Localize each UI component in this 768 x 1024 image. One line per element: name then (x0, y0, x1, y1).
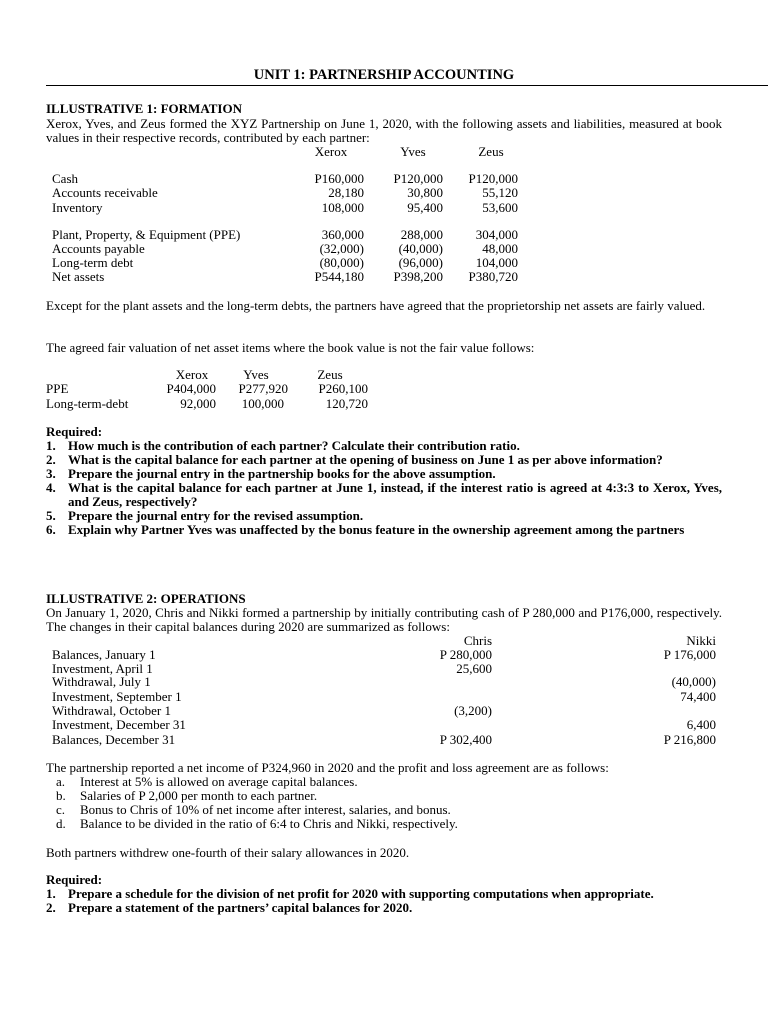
table-cell: 104,000 (475, 255, 518, 270)
table-cell: 288,000 (400, 227, 443, 242)
ill1-paragraph-2: Except for the plant assets and the long-term debts, the partners have agreed that the proprietorship net assets are fairly valued. (46, 298, 706, 313)
list-item-number: 2. (46, 452, 56, 467)
table-cell: P260,100 (318, 381, 368, 396)
list-item-number: 5. (46, 508, 56, 523)
list-item-number: 1. (46, 886, 56, 901)
table-row-label: PPE (46, 381, 69, 396)
list-item-text: How much is the contribution of each partner? Calculate their contribution ratio. (68, 438, 520, 453)
t2-header-zeus: Zeus (317, 367, 343, 382)
table-cell: 28,180 (328, 185, 364, 200)
table-cell: 304,000 (475, 227, 518, 242)
list-item-number: 2. (46, 900, 56, 915)
list-item-text: Interest at 5% is allowed on average capital balances. (80, 774, 358, 789)
table-row-label: Net assets (52, 269, 105, 284)
table-cell: P 280,000 (439, 647, 492, 662)
table-cell: 360,000 (321, 227, 364, 242)
table-row-label: Investment, April 1 (52, 661, 153, 676)
list-item-text: Prepare the journal entry in the partnership books for the above assumption. (68, 466, 496, 481)
table-row-label: Withdrawal, July 1 (52, 674, 151, 689)
list-item (46, 509, 722, 523)
list-item (46, 481, 722, 509)
table-cell: P 176,000 (663, 647, 716, 662)
table-cell: 95,400 (407, 200, 443, 215)
ill1-required-label: Required: (46, 424, 103, 439)
table-cell: 92,000 (180, 396, 216, 411)
table-cell: 48,000 (482, 241, 518, 256)
table-cell: 74,400 (680, 689, 716, 704)
list-item-letter: b. (56, 788, 66, 803)
list-item-number: 1. (46, 438, 56, 453)
ill2-paragraph-3: Both partners withdrew one-fourth of their salary allowances in 2020. (46, 845, 410, 860)
list-item-number: 4. (46, 480, 56, 495)
list-item-letter: a. (56, 774, 66, 789)
table-cell: P404,000 (166, 381, 216, 396)
t3-header-chris: Chris (463, 633, 492, 648)
t1-header-zeus: Zeus (478, 144, 504, 159)
t2-header-xerox: Xerox (175, 367, 209, 382)
table-cell: 25,600 (456, 661, 492, 676)
table-row-label: Balances, January 1 (52, 647, 156, 662)
ill2-intro: On January 1, 2020, Chris and Nikki formed a partnership by initially contributing cash of P 280,000 and P176,000, respectively. The changes in their capital balances during 2020 are summarized as follows: (46, 605, 722, 634)
ill2-paragraph-2: The partnership reported a net income of P324,960 in 2020 and the profit and loss agreement are as follows: (46, 760, 609, 775)
ill1-required-list (46, 439, 722, 537)
table-cell: 108,000 (321, 200, 364, 215)
t3-header-nikki: Nikki (686, 633, 716, 648)
t1-header-yves: Yves (400, 144, 426, 159)
list-item (46, 523, 722, 537)
list-item (46, 901, 722, 915)
table-row-label: Investment, September 1 (52, 689, 182, 704)
list-item-number: 3. (46, 466, 56, 481)
table-row-label: Investment, December 31 (52, 717, 186, 732)
table-cell: 100,000 (241, 396, 284, 411)
table-cell: P277,920 (238, 381, 288, 396)
table-cell: 30,800 (407, 185, 443, 200)
list-item-letter: c. (56, 802, 66, 817)
ill2-required-label: Required: (46, 872, 103, 887)
table-row-label: Cash (52, 171, 78, 186)
list-item-text: What is the capital balance for each partner at June 1, instead, if the interest ratio is agreed at 4:3:3 to Xerox, Yves, and Zeus, respectively? (68, 480, 722, 509)
list-item (56, 803, 458, 817)
table-row-label: Accounts payable (52, 241, 145, 256)
table-row-label: Accounts receivable (52, 185, 158, 200)
list-item-text: Bonus to Chris of 10% of net income after interest, salaries, and bonus. (80, 802, 451, 817)
table-cell: P544,180 (314, 269, 364, 284)
list-item (56, 775, 458, 789)
list-item-text: Prepare the journal entry for the revised assumption. (68, 508, 364, 523)
table-cell: (96,000) (398, 255, 443, 270)
list-item-text: Explain why Partner Yves was unaffected by the bonus feature in the ownership agreement among the partners (68, 522, 685, 537)
profit-loss-terms (56, 775, 458, 831)
table-cell: (40,000) (398, 241, 443, 256)
table-cell: P120,000 (468, 171, 518, 186)
table-row-label: Plant, Property, & Equipment (PPE) (52, 227, 241, 242)
table-cell: P 216,800 (663, 732, 716, 747)
ill1-heading: ILLUSTRATIVE 1: FORMATION (46, 101, 242, 116)
table-cell: 6,400 (686, 717, 716, 732)
list-item-text: Balance to be divided in the ratio of 6:4 to Chris and Nikki, respectively. (80, 816, 458, 831)
table-cell: P 302,400 (439, 732, 492, 747)
list-item-text: Prepare a statement of the partners’ capital balances for 2020. (68, 900, 413, 915)
list-item-number: 6. (46, 522, 56, 537)
list-item-text: Salaries of P 2,000 per month to each partner. (80, 788, 318, 803)
t2-header-yves: Yves (243, 367, 269, 382)
t1-header-xerox: Xerox (314, 144, 348, 159)
table-cell: P120,000 (393, 171, 443, 186)
ill1-intro: Xerox, Yves, and Zeus formed the XYZ Partnership on June 1, 2020, with the following assets and liabilities, measured at book values in their respective records, contributed by each partner: (46, 116, 722, 145)
table-cell: 53,600 (482, 200, 518, 215)
list-item-text: Prepare a schedule for the division of net profit for 2020 with supporting computations when appropriate. (68, 886, 654, 901)
list-item (56, 789, 458, 803)
list-item (46, 887, 722, 901)
list-item (46, 453, 722, 467)
table-cell: P380,720 (468, 269, 518, 284)
table-cell: P160,000 (314, 171, 364, 186)
table-cell: 120,720 (325, 396, 368, 411)
table-cell: (80,000) (319, 255, 364, 270)
ill1-paragraph-3: The agreed fair valuation of net asset items where the book value is not the fair value follows: (46, 340, 535, 355)
list-item (56, 817, 458, 831)
table-cell: (40,000) (671, 674, 716, 689)
ill2-required-list (46, 887, 722, 915)
ill2-heading: ILLUSTRATIVE 2: OPERATIONS (46, 591, 246, 606)
table-row-label: Balances, December 31 (52, 732, 176, 747)
table-row-label: Long-term debt (52, 255, 134, 270)
list-item-text: What is the capital balance for each partner at the opening of business on June 1 as per above information? (68, 452, 663, 467)
table-cell: (32,000) (319, 241, 364, 256)
title-divider (46, 85, 768, 86)
table-cell: P398,200 (393, 269, 443, 284)
list-item (46, 439, 722, 453)
table-cell: (3,200) (454, 703, 492, 718)
table-cell: 55,120 (482, 185, 518, 200)
list-item-letter: d. (56, 816, 66, 831)
table-row-label: Long-term-debt (46, 396, 129, 411)
list-item (46, 467, 722, 481)
table-row-label: Inventory (52, 200, 103, 215)
table-row-label: Withdrawal, October 1 (52, 703, 171, 718)
page-title: UNIT 1: PARTNERSHIP ACCOUNTING (253, 67, 515, 83)
